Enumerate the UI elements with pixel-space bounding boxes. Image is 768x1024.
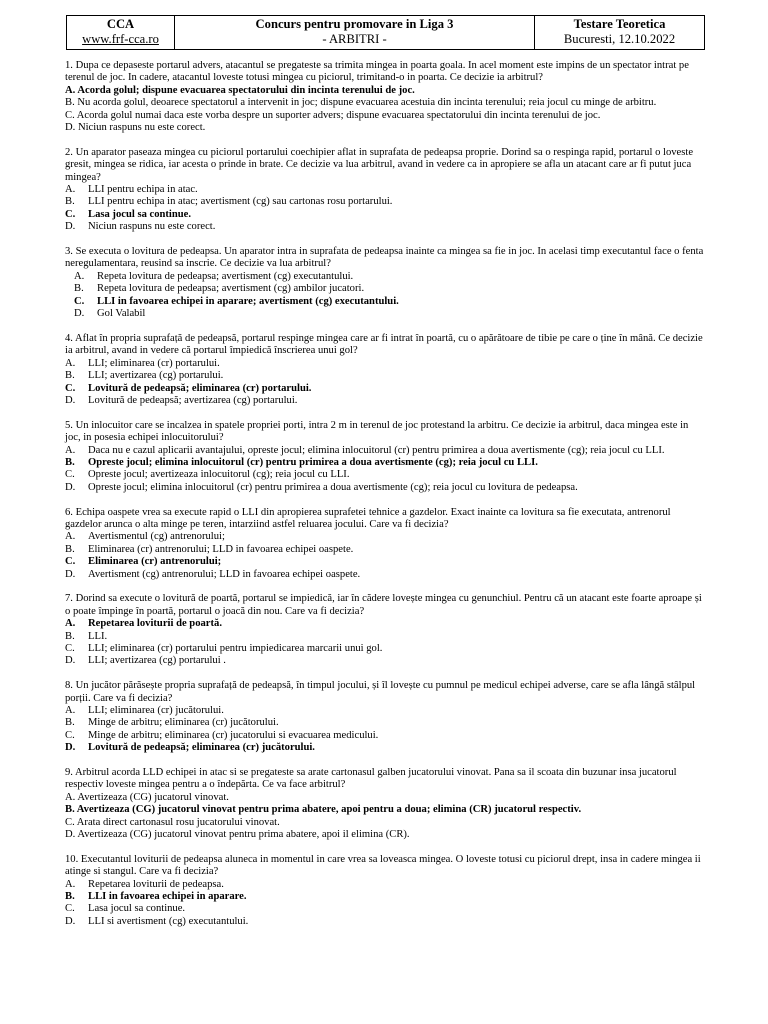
answer-letter: C.	[65, 382, 76, 394]
answer-option	[65, 383, 705, 395]
answer-option	[65, 891, 705, 903]
answer-text: LLI si avertisment (cg) executantului.	[88, 915, 249, 927]
answer-letter: A.	[65, 618, 76, 630]
answer-option	[65, 184, 705, 196]
answer-option: D. Avertizeaza (CG) jucatorul vinovat pentru prima abatere, apoi il elimina (CR).	[65, 829, 410, 841]
question-5	[65, 420, 705, 494]
answer-text: Eliminarea (cr) antrenorului;	[88, 556, 222, 568]
answer-option	[65, 445, 705, 457]
answer-option	[65, 643, 705, 655]
answer-text: Lasa jocul sa continue.	[88, 208, 192, 220]
answer-option: B. Nu acorda golul, deoarece spectatorul a intervenit in joc; dispune evacuarea acestuia din incinta terenului; reia jocul cu minge de arbitru.	[65, 97, 657, 109]
answer-option	[65, 730, 705, 742]
answer-option	[65, 395, 705, 407]
question-text: 2. Un aparator paseaza mingea cu piciorul portarului coechipier aflat in suprafata de pedeapsa proprie. Dorind sa o respinga rapid, portarul o loveste gresit, mingea se ridica, iar acesta o prinde in brate. Ce decizie va lua arbitrul, avand in vedere ca in apropiere se afla un atacant care ar fi putut juca mingea?	[65, 146, 694, 183]
answer-text: Daca nu e cazul aplicarii avantajului, opreste jocul; elimina inlocuitorul (cr) pentru primirea a doua avertismente (cg); reia jocul cu LLI.	[88, 444, 665, 456]
header-table	[66, 15, 705, 50]
answer-option	[65, 556, 705, 568]
question-text: 10. Executantul loviturii de pedeapsa aluneca in momentul in care vrea sa loveasca mingea. O loveste totusi cu piciorul drept, insa in cadere mingea ii atinge si stangul. Care va fi decizia?	[65, 853, 701, 878]
answer-option	[65, 705, 705, 717]
question-text: 3. Se executa o lovitura de pedeapsa. Un aparator intra in suprafata de pedeapsa inainte ca mingea sa fie in joc. In acelasi timp executantul face o fenta neregulamentara, reusind sa inscrie. Ce decizie va lua arbitrul?	[65, 246, 704, 270]
answer-option	[65, 196, 705, 208]
answer-text: LLI; eliminarea (cr) portarului pentru impiedicarea marcarii unui gol.	[88, 643, 383, 654]
question-8	[65, 680, 705, 754]
answer-letter: D.	[65, 221, 76, 233]
answer-option: A. Avertizeaza (CG) jucatorul vinovat.	[65, 791, 229, 803]
answer-text: Lasa jocul sa continue.	[88, 903, 186, 915]
answer-letter: B.	[65, 891, 75, 903]
answer-letter: C.	[65, 643, 75, 654]
answer-option	[65, 482, 705, 494]
answer-option	[65, 209, 705, 221]
question-10	[65, 854, 705, 928]
answer-text: Opreste jocul; elimina inlocuitorul (cr) pentru primirea a doua avertismente (cg); reia jocul cu LLI.	[88, 456, 538, 468]
answer-letter: A.	[65, 444, 76, 456]
answer-option: C. Arata direct cartonasul rosu jucatorului vinovat.	[65, 816, 280, 828]
answer-option	[65, 717, 705, 729]
answer-option	[65, 283, 705, 295]
answer-text: Minge de arbitru; eliminarea (cr) jucatorului si evacuarea medicului.	[88, 729, 379, 741]
answer-letter: B.	[65, 456, 75, 468]
questions-list	[65, 60, 705, 941]
answer-text: Opreste jocul; elimina inlocuitorul (cr) pentru primirea a doua avertismente (cg); reia jocul cu lovitura de pedeapsa.	[88, 481, 578, 493]
question-text: 9. Arbitrul acorda LLD echipei in atac si se pregateste sa arate cartonasul galben jucatorului vinovat. Pana sa il scoata din buzunar insa jucatorul respectiv loveste mingea pentru a o îndepărta. Ce va face arbitrul?	[65, 767, 677, 791]
answer-option: A. Acorda golul; dispune evacuarea spectatorului din incinta terenului de joc.	[65, 84, 415, 96]
answer-option	[65, 296, 705, 308]
answer-text: LLI; avertizarea (cg) portarului .	[88, 655, 226, 667]
answer-option	[65, 271, 705, 283]
answer-option	[65, 469, 705, 481]
answer-letter: C.	[74, 295, 85, 307]
answer-letter: D.	[65, 568, 76, 580]
answer-text: Niciun raspuns nu este corect.	[88, 221, 216, 233]
answer-option: B. Avertizeaza (CG) jucatorul vinovat pentru prima abatere, apoi pentru a doua; elimina (CR) jucatorul respectiv.	[65, 804, 582, 816]
answer-text: LLI pentru echipa in atac; avertisment (cg) sau cartonas rosu portarului.	[88, 196, 393, 208]
answer-text: LLI in favoarea echipei in aparare.	[88, 891, 247, 903]
answer-text: Avertisment (cg) antrenorului; LLD in favoarea echipei oaspete.	[88, 568, 361, 580]
answer-text: LLI in favoarea echipei in aparare; avertisment (cg) executantului.	[97, 295, 399, 307]
answer-option	[65, 370, 705, 382]
answer-text: Lovitură de pedeapsă; eliminarea (cr) jucătorului.	[88, 742, 315, 754]
answer-option: C. Acorda golul numai daca este vorba despre un suporter advers; dispune evacuarea spectatorului din incinta terenului de joc.	[65, 109, 601, 121]
answer-letter: D.	[65, 655, 76, 667]
answer-letter: C.	[65, 729, 75, 741]
answer-text: LLI; eliminarea (cr) portarului.	[88, 357, 220, 369]
question-text: 4. Aflat în propria suprafață de pedeapsă, portarul respinge mingea care ar fi intrat în poartă, cu o apărătoare de tibie pe care o ține în mână. Ce decizie ia arbitrul, avand in vedere că portarul împiedică înscrierea unui gol?	[65, 332, 703, 357]
answer-letter: A.	[65, 878, 76, 890]
answer-option	[65, 903, 705, 915]
answer-text: Gol Valabil	[97, 308, 146, 320]
answer-letter: C.	[65, 208, 76, 220]
answer-option	[65, 631, 705, 643]
answer-option	[65, 221, 705, 233]
exam-title: Concurs pentru promovare in Liga 3	[255, 17, 454, 31]
question-1	[65, 60, 705, 134]
answer-text: Repeta lovitura de pedeapsa; avertisment (cg) ambilor jucatori.	[97, 283, 365, 295]
answer-option	[65, 457, 705, 469]
answer-text: LLI; avertizarea (cg) portarului.	[88, 370, 224, 382]
exam-subtitle: - ARBITRI -	[322, 32, 387, 46]
question-text: 7. Dorind sa execute o lovitură de poartă, portarul se impiedică, iar în cădere lovește mingea cu genunchiul. Pentru că un atacant este foarte aproape și o poate împinge în poartă, portarul o joacă din nou. Care va fi decizia?	[65, 593, 702, 617]
answer-text: Repeta lovitura de pedeapsa; avertisment (cg) executantului.	[97, 270, 354, 282]
question-9	[65, 767, 705, 841]
header-info-cell	[535, 16, 705, 50]
answer-letter: C.	[65, 903, 75, 915]
answer-option	[65, 308, 705, 320]
answer-letter: B.	[65, 370, 75, 382]
answer-text: LLI; eliminarea (cr) jucătorului.	[88, 705, 224, 717]
question-2	[65, 147, 705, 234]
question-text: 8. Un jucător părăsește propria suprafață de pedeapsă, în timpul jocului, și îl lovește cu pumnul pe medicul echipei adverse, care se afla lângă stâlpul porții. Care va fi decizia?	[65, 680, 696, 704]
answer-letter: B.	[65, 196, 75, 208]
answer-option	[65, 742, 705, 754]
answer-option	[65, 879, 705, 891]
answer-text: Minge de arbitru; eliminarea (cr) jucătorului.	[88, 717, 279, 729]
answer-text: Avertismentul (cg) antrenorului;	[88, 531, 225, 543]
test-type: Testare Teoretica	[573, 17, 666, 31]
answer-letter: D.	[65, 394, 76, 406]
answer-text: Lovitură de pedeapsă; eliminarea (cr) portarului.	[88, 382, 312, 394]
website-link[interactable]: www.frf-cca.ro	[82, 32, 159, 46]
answer-letter: B.	[74, 283, 84, 295]
answer-text: LLI pentru echipa in atac.	[88, 184, 198, 196]
answer-option	[65, 531, 705, 543]
header-title-cell	[175, 16, 535, 50]
location-date: Bucuresti, 12.10.2022	[563, 32, 676, 46]
answer-option: D. Niciun raspuns nu este corect.	[65, 122, 206, 134]
answer-letter: B.	[65, 630, 75, 642]
answer-letter: A.	[74, 270, 85, 282]
answer-letter: C.	[65, 556, 76, 568]
answer-letter: A.	[65, 184, 76, 196]
answer-text: Repetarea loviturii de pedeapsa.	[88, 878, 224, 890]
answer-text: Lovitură de pedeapsă; avertizarea (cg) portarului.	[88, 394, 298, 406]
question-text: 5. Un inlocuitor care se incalzea in spatele propriei porti, intra 2 m in terenul de joc protestand la arbitru. Ce decizie ia arbitrul, daca mingea este in joc, in posesia echipei inlocuitorului?	[65, 419, 689, 444]
answer-option	[65, 544, 705, 556]
question-4	[65, 333, 705, 407]
header-org-cell	[67, 16, 175, 50]
answer-letter: D.	[65, 481, 76, 493]
answer-text: Repetarea loviturii de poartă.	[88, 618, 222, 630]
answer-letter: D.	[65, 915, 76, 927]
org-name: CCA	[106, 17, 135, 31]
question-text: 6. Echipa oaspete vrea sa execute rapid o LLI din apropierea suprafetei tehnice a gazdelor. Exact inainte ca lovitura sa fie executata, antrenorul gazdelor arunca o alta minge pe teren, intarziind astfel reluarea jocului. Care va fi decizia?	[65, 506, 671, 530]
answer-letter: B.	[65, 717, 75, 729]
answer-option	[65, 358, 705, 370]
answer-letter: A.	[65, 357, 76, 369]
answer-text: Eliminarea (cr) antrenorului; LLD in favoarea echipei oaspete.	[88, 543, 354, 555]
answer-option	[65, 569, 705, 581]
question-3	[65, 246, 705, 320]
answer-option	[65, 916, 705, 928]
answer-letter: D.	[74, 308, 85, 320]
question-6	[65, 507, 705, 581]
question-7	[65, 593, 705, 667]
answer-option	[65, 618, 705, 630]
answer-text: Opreste jocul; avertizeaza inlocuitorul (cg); reia jocul cu LLI.	[88, 469, 350, 481]
answer-letter: C.	[65, 469, 75, 481]
answer-letter: A.	[65, 705, 76, 717]
answer-letter: A.	[65, 531, 76, 543]
answer-text: LLI.	[88, 630, 108, 642]
question-text: 1. Dupa ce depaseste portarul advers, atacantul se pregateste sa trimita mingea in poarta goala. In acel moment este impins de un spectator intrat pe terenul de joc. In cadere, atacantul loveste totusi mingea cu piciorul, trimitand-o in poarta. Ce decizie ia arbitrul?	[65, 60, 689, 84]
answer-option	[65, 655, 705, 667]
answer-letter: B.	[65, 543, 75, 555]
answer-letter: D.	[65, 742, 76, 754]
